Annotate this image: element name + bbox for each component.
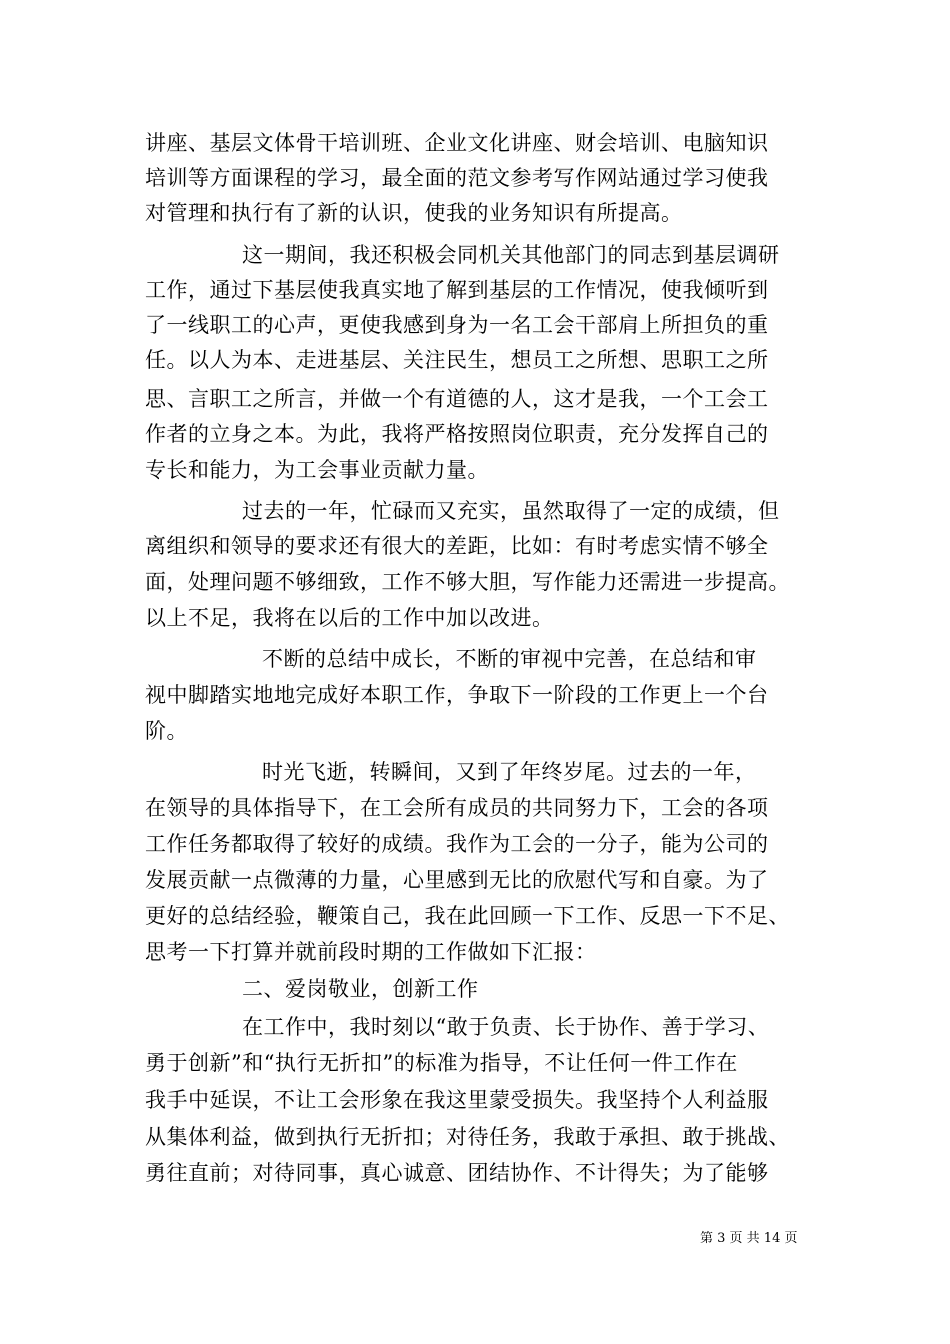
text-line: 思、言职工之所言，并做一个有道德的人，这才是我，一个工会工 [145, 387, 769, 411]
text-line: 离组织和领导的要求还有很大的差距，比如：有时考虑实情不够全 [145, 534, 769, 558]
paragraph-start-line: 这一期间，我还积极会同机关其他部门的同志到基层调研 [242, 243, 780, 267]
text-line: 培训等方面课程的学习，最全面的范文参考写作网站通过学习使我 [145, 166, 769, 190]
text-line: 以上不足，我将在以后的工作中加以改进。 [145, 606, 554, 630]
text-line: 勇往直前；对待同事，真心诚意、团结协作、不计得失；为了能够 [145, 1161, 769, 1185]
text-line: 专长和能力，为工会事业贡献力量。 [145, 458, 489, 482]
paragraph-start-line: 过去的一年，忙碌而又充实，虽然取得了一定的成绩，但 [242, 499, 780, 523]
text-line: 任。以人为本、走进基层、关注民生，想员工之所想、思职工之所 [145, 348, 769, 372]
text-line: 面，处理问题不够细致，工作不够大胆，写作能力还需进一步提高。 [145, 570, 790, 594]
text-line: 了一线职工的心声，更使我感到身为一名工会干部肩上所担负的重 [145, 313, 769, 337]
text-line: 思考一下打算并就前段时期的工作做如下汇报： [145, 940, 597, 964]
text-line: 更好的总结经验，鞭策自己，我在此回顾一下工作、反思一下不足、 [145, 904, 790, 928]
paragraph-start-line: 不断的总结中成长，不断的审视中完善，在总结和审 [262, 647, 757, 671]
section-heading: 二、爱岗敬业，创新工作 [242, 977, 479, 1001]
paragraph-start-line: 时光飞逝，转瞬间，又到了年终岁尾。过去的一年， [262, 760, 757, 784]
text-line: 对管理和执行有了新的认识，使我的业务知识有所提高。 [145, 201, 683, 225]
text-line: 勇于创新”和“执行无折扣”的标准为指导，不让任何一件工作在 [145, 1051, 738, 1075]
text-line: 讲座、基层文体骨干培训班、企业文化讲座、财会培训、电脑知识 [145, 131, 769, 155]
text-line: 从集体利益，做到执行无折扣；对待任务，我敢于承担、敢于挑战、 [145, 1125, 790, 1149]
page-number-footer: 第 3 页 共 14 页 [700, 1231, 798, 1246]
text-line: 阶。 [145, 719, 188, 743]
paragraph-start-line: 在工作中，我时刻以“敢于负责、长于协作、善于学习、 [242, 1015, 770, 1039]
text-line: 我手中延误，不让工会形象在我这里蒙受损失。我坚持个人利益服 [145, 1088, 769, 1112]
text-line: 发展贡献一点微薄的力量，心里感到无比的欣慰代写和自豪。为了 [145, 868, 769, 892]
text-line: 工作，通过下基层使我真实地了解到基层的工作情况，使我倾听到 [145, 278, 769, 302]
text-line: 工作任务都取得了较好的成绩。我作为工会的一分子，能为公司的 [145, 832, 769, 856]
text-line: 在领导的具体指导下，在工会所有成员的共同努力下，工会的各项 [145, 796, 769, 820]
text-line: 视中脚踏实地地完成好本职工作，争取下一阶段的工作更上一个台 [145, 683, 769, 707]
text-line: 作者的立身之本。为此，我将严格按照岗位职责，充分发挥自己的 [145, 422, 769, 446]
